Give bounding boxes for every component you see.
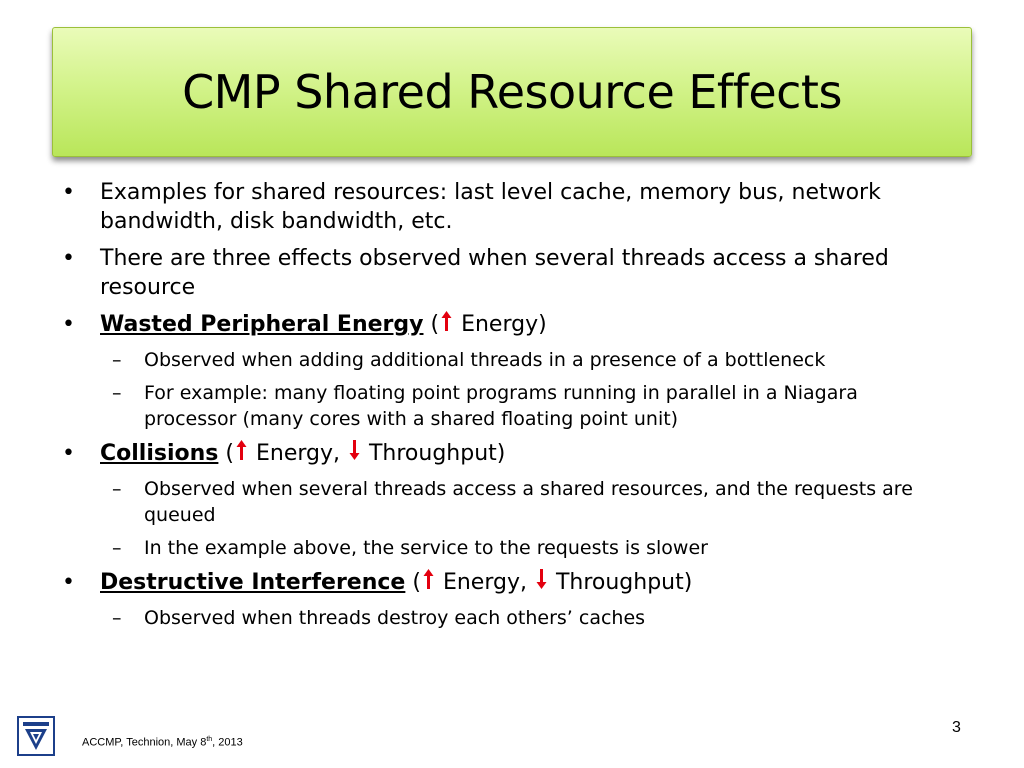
footer-suffix: , 2013: [212, 736, 243, 749]
bullet-marker: •: [62, 570, 75, 595]
paren-open: (: [218, 441, 234, 466]
bullet-text: There are three effects observed when several threads access a shared resource: [100, 246, 889, 300]
paren-open: (: [423, 312, 440, 337]
effect-text: Throughput): [555, 570, 693, 595]
effect-text: Energy): [461, 312, 547, 337]
bullet-text: Examples for shared resources: last level cache, memory bus, network bandwidth, disk bandwidth, etc.: [100, 180, 881, 234]
sub-marker: –: [112, 607, 122, 629]
sub-marker: –: [112, 537, 122, 559]
effect-text: Energy,: [442, 570, 527, 595]
sub-item: [62, 535, 942, 561]
footer-sup: th: [206, 736, 213, 743]
sub-text: Observed when several threads access a shared resources, and the requests are queued: [144, 478, 913, 526]
arrow-up-icon: [236, 439, 247, 461]
sub-text: Observed when threads destroy each others’ caches: [144, 607, 646, 629]
sub-text: For example: many floating point programs running in parallel in a Niagara processor (many cores with a shared floating point unit): [144, 382, 858, 430]
bullet-destructive-interference: [62, 568, 942, 597]
footer-prefix: ACCMP, Technion, May 8: [82, 736, 207, 749]
effect-text: Throughput): [368, 441, 506, 466]
technion-logo-icon: [17, 716, 55, 756]
sub-item: [62, 380, 942, 432]
sub-text: In the example above, the service to the requests is slower: [144, 537, 708, 559]
arrow-up-icon: [441, 310, 452, 332]
paren-open: (: [405, 570, 421, 595]
sub-item: [62, 476, 942, 528]
sub-marker: –: [112, 349, 122, 371]
sub-marker: –: [112, 382, 122, 404]
footer-text: [82, 736, 243, 749]
arrow-down-icon: [349, 439, 360, 461]
arrow-down-icon: [536, 568, 547, 590]
page-number: 3: [952, 719, 961, 736]
bullet-marker: •: [62, 180, 75, 205]
sub-item: [62, 605, 942, 631]
bullet-marker: •: [62, 441, 75, 466]
bullet-item: [62, 178, 942, 236]
arrow-up-icon: [423, 568, 434, 590]
sub-item: [62, 347, 942, 373]
bullet-item: [62, 244, 942, 302]
term-collisions: Collisions: [100, 441, 219, 466]
term-wasted-peripheral-energy: Wasted Peripheral Energy: [100, 312, 424, 337]
bullet-collisions: [62, 439, 942, 468]
bullet-marker: •: [62, 246, 75, 271]
sub-text: Observed when adding additional threads in a presence of a bottleneck: [144, 349, 826, 371]
slide-title: CMP Shared Resource Effects: [182, 65, 842, 119]
slide-content: [62, 178, 942, 638]
bullet-wasted-energy: [62, 310, 942, 339]
title-box: [52, 27, 972, 157]
effect-text: Energy,: [255, 441, 340, 466]
bullet-marker: •: [62, 312, 75, 337]
sub-marker: –: [112, 478, 122, 500]
term-destructive-interference: Destructive Interference: [100, 570, 406, 595]
